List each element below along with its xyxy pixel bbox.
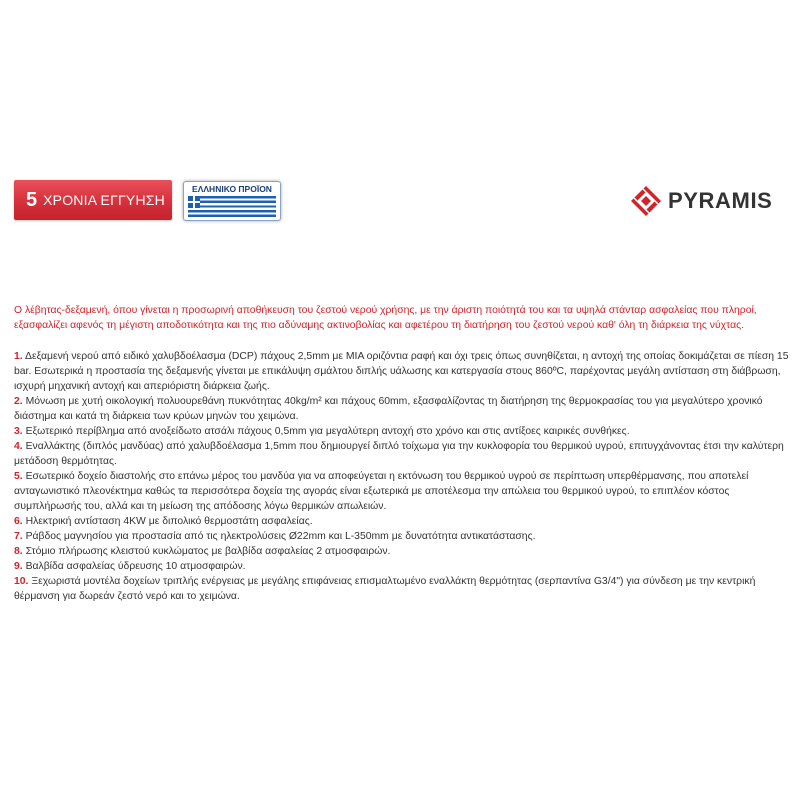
feature-item (14, 440, 790, 470)
feature-item (14, 350, 790, 395)
feature-item (14, 470, 790, 515)
warranty-badge (14, 180, 172, 220)
feature-number: 8. (14, 545, 23, 557)
feature-number: 7. (14, 530, 23, 542)
flag-canton (188, 196, 200, 208)
feature-number: 3. (14, 425, 23, 437)
feature-item (14, 425, 790, 440)
greek-product-badge (183, 181, 281, 221)
intro-paragraph: Ο λέβητας-δεξαμενή, όπου γίνεται η προσωρινή αποθήκευση του ζεστού νερού χρήσης, με την άριστη ποιότητά του και τα υψηλά στάνταρ ασφαλείας που πληροί, εξασφαλίζει αφενός τη μέγιστη αποδοτικότητα και της πιο αδύναμης ακτινοβολίας και αφετέρου τη διατήρηση του ζεστού νερού καθ' όλη τη διάρκεια της νύχτας. (14, 305, 757, 331)
greek-product-label: ΕΛΛΗΝΙΚΟ ΠΡΟΪΟΝ (192, 184, 272, 194)
feature-text: Ξεχωριστά μοντέλα δοχείων τριπλής ενέργειας με μεγάλης επιφάνειας επισμαλτωμένο εναλλάκτη θερμότητας (σερπαντίνα G3/4") για σύνδεση με την κεντρική θέρμανση για δωρεάν ζεστό νερό και το χειμώνα. (14, 575, 756, 602)
feature-item (14, 395, 790, 425)
feature-text: Δεξαμενή νερού από ειδικό χαλυβδοέλασμα (DCP) πάχους 2,5mm με ΜΙΑ οριζόντια ραφή και όχι τρεις όπως συνηθίζεται, η αντοχή της οποίας δοκιμάζεται σε πίεση 15 bar. Εσωτερικά η προστασία της δεξαμενής γίνεται με επικάλυψη σμάλτου διπλής υάλωσης και κατεργασία στους 860ºC, παρέχοντας μεγάλη αντίσταση στη διάβρωση, ισχυρή μηχανική αντοχή και απεριόριστη διάρκεια ζωής. (14, 350, 789, 392)
feature-item (14, 575, 790, 605)
feature-text: Μόνωση με χυτή οικολογική πολυουρεθάνη πυκνότητας 40kg/m² και πάχους 60mm, εξασφαλίζοντας τη διατήρηση της θερμοκρασίας του για μεγαλύτερο χρονικό διάστημα και κατά τη διάρκεια των κρύων μηνών του χειμώνα. (14, 395, 763, 422)
feature-text: Εσωτερικό δοχείο διαστολής στο επάνω μέρος του μανδύα για να αποφεύγεται η εκτόνωση του θερμικού υγρού σε περίπτωση υπερθέρμανσης, που αποτελεί ανταγωνιστικό πλεονέκτημα καθώς τα περισσότερα δοχεία της αγοράς είναι εξωτερικά με αποτέλεσμα την απώλεια του θερμικού υγρού, το επιπλέον κόστος συμπλήρωσής του, αλλά και τη μείωση της απόδοσης λόγω θερμικών απωλειών. (14, 470, 749, 512)
feature-item (14, 515, 790, 530)
feature-number: 6. (14, 515, 23, 527)
feature-number: 10. (14, 575, 29, 587)
header-banner (0, 178, 800, 228)
warranty-text: ΧΡΟΝΙΑ ΕΓΓΥΗΣΗ (43, 192, 165, 208)
feature-item (14, 530, 790, 545)
warranty-years: 5 (26, 188, 38, 211)
feature-number: 2. (14, 395, 23, 407)
greek-flag-icon (188, 196, 276, 217)
feature-text: Ηλεκτρική αντίσταση 4KW με διπολικό θερμοστάτη ασφαλείας. (25, 515, 313, 527)
feature-number: 9. (14, 560, 23, 572)
feature-number: 5. (14, 470, 23, 482)
feature-text: Εξωτερικό περίβλημα από ανοξείδωτο ατσάλι πάχους 0,5mm για μεγαλύτερη αντοχή στο χρόνο και στις αντίξοες καιρικές συνθήκες. (25, 425, 630, 437)
feature-item (14, 545, 790, 560)
feature-number: 4. (14, 440, 23, 452)
pyramis-logo (630, 184, 772, 218)
product-description (14, 304, 790, 605)
feature-number: 1. (14, 350, 23, 362)
pyramis-logo-icon (630, 185, 662, 217)
brand-name: PYRAMIS (668, 188, 773, 213)
feature-text: Βαλβίδα ασφαλείας ύδρευσης 10 ατμοσφαιρών. (25, 560, 246, 572)
feature-item (14, 560, 790, 575)
feature-text: Εναλλάκτης (διπλός μανδύας) από χαλυβδοέλασμα 1,5mm που δημιουργεί διπλό τοίχωμα για την κυκλοφορία του θερμικού υγρού, επιτυγχάνοντας έτσι την καλύτερη μετάδοση θερμότητας. (14, 440, 784, 467)
feature-text: Ράβδος μαγνησίου για προστασία από τις ηλεκτρολύσεις Ø22mm και L-350mm με δυνατότητα αντικατάστασης. (25, 530, 536, 542)
feature-text: Στόμιο πλήρωσης κλειστού κυκλώματος με βαλβίδα ασφαλείας 2 ατμοσφαιρών. (25, 545, 391, 557)
